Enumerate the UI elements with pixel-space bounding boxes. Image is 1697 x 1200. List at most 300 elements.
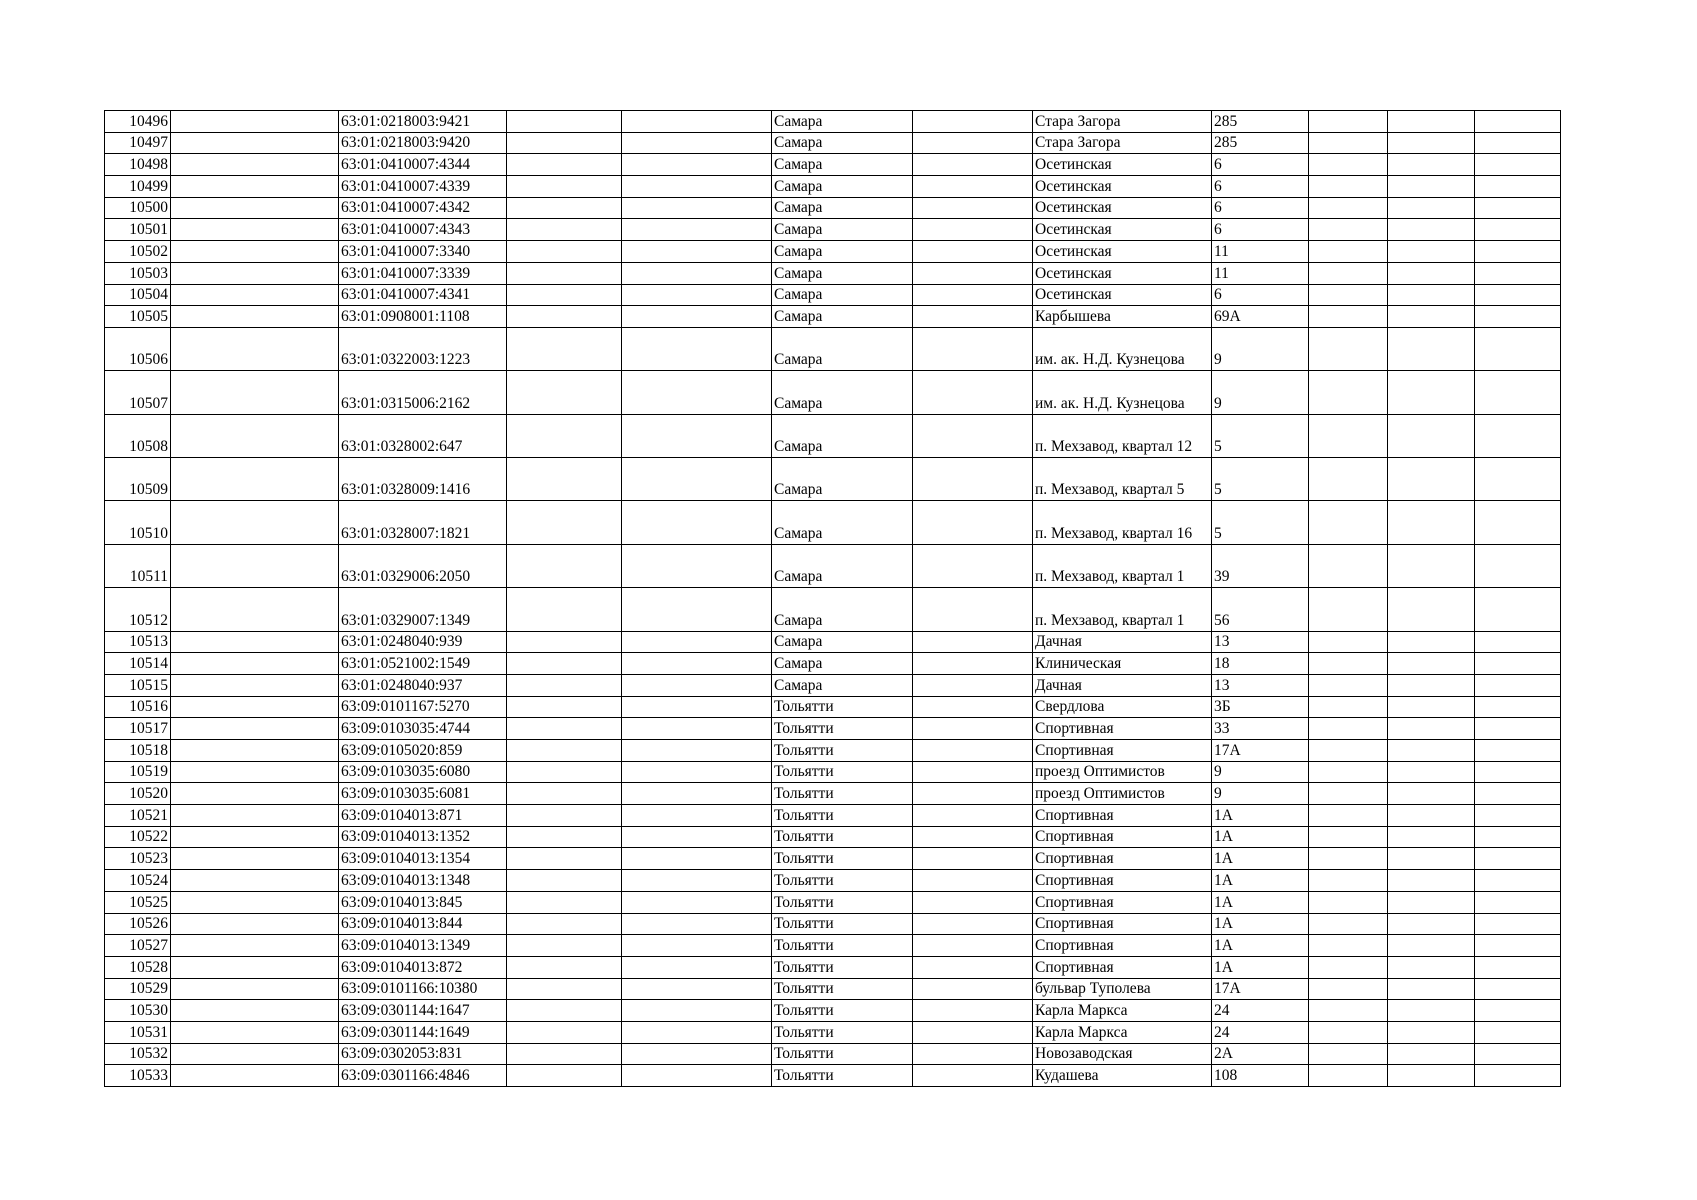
empty-cell <box>1475 588 1561 631</box>
street-cell: проезд Оптимистов <box>1033 783 1212 805</box>
table-row <box>105 718 1561 740</box>
city-cell: Самара <box>772 631 913 653</box>
empty-cell <box>1388 805 1475 827</box>
empty-cell <box>507 805 622 827</box>
city-cell: Самара <box>772 111 913 133</box>
empty-cell <box>622 978 772 1000</box>
row-number-cell: 10511 <box>105 544 171 587</box>
empty-cell <box>622 544 772 587</box>
empty-cell <box>1309 848 1388 870</box>
empty-cell <box>913 414 1033 457</box>
table-row <box>105 783 1561 805</box>
empty-cell <box>171 913 339 935</box>
empty-cell <box>622 783 772 805</box>
cadastral-number-cell: 63:09:0103035:4744 <box>339 718 507 740</box>
city-cell: Самара <box>772 154 913 176</box>
cadastral-number-cell: 63:01:0248040:937 <box>339 674 507 696</box>
city-cell: Тольятти <box>772 1000 913 1022</box>
row-number-cell: 10500 <box>105 197 171 219</box>
empty-cell <box>1388 740 1475 762</box>
street-cell: Стара Загора <box>1033 132 1212 154</box>
empty-cell <box>1388 935 1475 957</box>
empty-cell <box>622 1043 772 1065</box>
house-number-cell: 6 <box>1212 219 1309 241</box>
street-cell: Осетинская <box>1033 154 1212 176</box>
cadastral-number-cell: 63:09:0104013:872 <box>339 956 507 978</box>
empty-cell <box>171 674 339 696</box>
empty-cell <box>622 848 772 870</box>
street-cell: п. Мехзавод, квартал 1 <box>1033 588 1212 631</box>
empty-cell <box>1388 111 1475 133</box>
street-cell: им. ак. Н.Д. Кузнецова <box>1033 327 1212 370</box>
empty-cell <box>1475 631 1561 653</box>
table-row <box>105 176 1561 198</box>
empty-cell <box>1475 132 1561 154</box>
empty-cell <box>913 241 1033 263</box>
empty-cell <box>171 1000 339 1022</box>
empty-cell <box>171 935 339 957</box>
empty-cell <box>1388 891 1475 913</box>
city-cell: Тольятти <box>772 1043 913 1065</box>
table-row <box>105 1000 1561 1022</box>
row-number-cell: 10519 <box>105 761 171 783</box>
row-number-cell: 10499 <box>105 176 171 198</box>
city-cell: Тольятти <box>772 1065 913 1087</box>
empty-cell <box>1475 458 1561 501</box>
house-number-cell: 6 <box>1212 176 1309 198</box>
row-number-cell: 10513 <box>105 631 171 653</box>
empty-cell <box>622 154 772 176</box>
empty-cell <box>622 219 772 241</box>
row-number-cell: 10518 <box>105 740 171 762</box>
empty-cell <box>622 176 772 198</box>
street-cell: Спортивная <box>1033 870 1212 892</box>
empty-cell <box>507 154 622 176</box>
row-number-cell: 10524 <box>105 870 171 892</box>
empty-cell <box>1309 371 1388 414</box>
street-cell: Спортивная <box>1033 891 1212 913</box>
empty-cell <box>1475 740 1561 762</box>
street-cell: Дачная <box>1033 631 1212 653</box>
empty-cell <box>507 327 622 370</box>
house-number-cell: 6 <box>1212 154 1309 176</box>
street-cell: п. Мехзавод, квартал 12 <box>1033 414 1212 457</box>
city-cell: Самара <box>772 414 913 457</box>
cadastral-number-cell: 63:01:0521002:1549 <box>339 653 507 675</box>
row-number-cell: 10520 <box>105 783 171 805</box>
cadastral-number-cell: 63:09:0101166:10380 <box>339 978 507 1000</box>
city-cell: Самара <box>772 458 913 501</box>
empty-cell <box>507 262 622 284</box>
house-number-cell: 17А <box>1212 978 1309 1000</box>
cadastral-number-cell: 63:09:0104013:1348 <box>339 870 507 892</box>
empty-cell <box>507 870 622 892</box>
empty-cell <box>171 631 339 653</box>
table-row <box>105 132 1561 154</box>
empty-cell <box>1309 262 1388 284</box>
row-number-cell: 10517 <box>105 718 171 740</box>
empty-cell <box>1475 913 1561 935</box>
street-cell: п. Мехзавод, квартал 5 <box>1033 458 1212 501</box>
city-cell: Тольятти <box>772 870 913 892</box>
city-cell: Самара <box>772 197 913 219</box>
street-cell: бульвар Туполева <box>1033 978 1212 1000</box>
empty-cell <box>622 674 772 696</box>
city-cell: Самара <box>772 544 913 587</box>
cadastral-number-cell: 63:01:0328009:1416 <box>339 458 507 501</box>
street-cell: Карла Маркса <box>1033 1021 1212 1043</box>
empty-cell <box>1388 978 1475 1000</box>
house-number-cell: 6 <box>1212 197 1309 219</box>
empty-cell <box>622 696 772 718</box>
row-number-cell: 10523 <box>105 848 171 870</box>
cadastral-number-cell: 63:01:0248040:939 <box>339 631 507 653</box>
empty-cell <box>171 588 339 631</box>
street-cell: Спортивная <box>1033 805 1212 827</box>
empty-cell <box>1388 371 1475 414</box>
empty-cell <box>1475 154 1561 176</box>
empty-cell <box>913 913 1033 935</box>
empty-cell <box>622 458 772 501</box>
row-number-cell: 10527 <box>105 935 171 957</box>
table-row <box>105 935 1561 957</box>
empty-cell <box>1388 219 1475 241</box>
empty-cell <box>622 956 772 978</box>
empty-cell <box>1475 653 1561 675</box>
row-number-cell: 10512 <box>105 588 171 631</box>
empty-cell <box>171 870 339 892</box>
empty-cell <box>507 176 622 198</box>
empty-cell <box>1388 241 1475 263</box>
street-cell: Клиническая <box>1033 653 1212 675</box>
empty-cell <box>913 805 1033 827</box>
empty-cell <box>913 631 1033 653</box>
cadastral-number-cell: 63:01:0218003:9420 <box>339 132 507 154</box>
empty-cell <box>622 1000 772 1022</box>
empty-cell <box>622 501 772 544</box>
empty-cell <box>1388 761 1475 783</box>
row-number-cell: 10525 <box>105 891 171 913</box>
table-row <box>105 891 1561 913</box>
row-number-cell: 10533 <box>105 1065 171 1087</box>
cadastral-number-cell: 63:01:0218003:9421 <box>339 111 507 133</box>
empty-cell <box>1309 544 1388 587</box>
street-cell: Свердлова <box>1033 696 1212 718</box>
row-number-cell: 10506 <box>105 327 171 370</box>
empty-cell <box>1475 674 1561 696</box>
empty-cell <box>1388 1000 1475 1022</box>
empty-cell <box>913 783 1033 805</box>
empty-cell <box>1309 718 1388 740</box>
city-cell: Тольятти <box>772 913 913 935</box>
street-cell: Осетинская <box>1033 176 1212 198</box>
empty-cell <box>913 891 1033 913</box>
empty-cell <box>622 653 772 675</box>
row-number-cell: 10510 <box>105 501 171 544</box>
empty-cell <box>913 978 1033 1000</box>
empty-cell <box>1475 1000 1561 1022</box>
city-cell: Тольятти <box>772 696 913 718</box>
table-row <box>105 154 1561 176</box>
street-cell: Осетинская <box>1033 241 1212 263</box>
empty-cell <box>171 176 339 198</box>
cadastral-number-cell: 63:01:0329006:2050 <box>339 544 507 587</box>
empty-cell <box>1309 913 1388 935</box>
empty-cell <box>622 631 772 653</box>
city-cell: Тольятти <box>772 1021 913 1043</box>
empty-cell <box>171 1065 339 1087</box>
street-cell: Спортивная <box>1033 935 1212 957</box>
house-number-cell: 24 <box>1212 1021 1309 1043</box>
empty-cell <box>1475 956 1561 978</box>
empty-cell <box>1475 718 1561 740</box>
cadastral-number-cell: 63:01:0322003:1223 <box>339 327 507 370</box>
table-row <box>105 913 1561 935</box>
cadastral-number-cell: 63:09:0104013:1349 <box>339 935 507 957</box>
empty-cell <box>913 219 1033 241</box>
empty-cell <box>171 696 339 718</box>
empty-cell <box>913 544 1033 587</box>
house-number-cell: 33 <box>1212 718 1309 740</box>
empty-cell <box>622 718 772 740</box>
empty-cell <box>1388 1065 1475 1087</box>
empty-cell <box>171 458 339 501</box>
empty-cell <box>171 544 339 587</box>
empty-cell <box>507 848 622 870</box>
empty-cell <box>1388 414 1475 457</box>
empty-cell <box>171 327 339 370</box>
empty-cell <box>507 458 622 501</box>
empty-cell <box>1475 761 1561 783</box>
house-number-cell: 24 <box>1212 1000 1309 1022</box>
empty-cell <box>507 1043 622 1065</box>
city-cell: Самара <box>772 262 913 284</box>
row-number-cell: 10509 <box>105 458 171 501</box>
empty-cell <box>171 1021 339 1043</box>
empty-cell <box>507 740 622 762</box>
house-number-cell: 11 <box>1212 262 1309 284</box>
city-cell: Самара <box>772 176 913 198</box>
empty-cell <box>1475 501 1561 544</box>
empty-cell <box>171 219 339 241</box>
cadastral-number-cell: 63:09:0104013:845 <box>339 891 507 913</box>
empty-cell <box>913 197 1033 219</box>
table-row <box>105 501 1561 544</box>
cadastral-number-cell: 63:01:0410007:4342 <box>339 197 507 219</box>
street-cell: Карла Маркса <box>1033 1000 1212 1022</box>
house-number-cell: 3Б <box>1212 696 1309 718</box>
empty-cell <box>171 718 339 740</box>
empty-cell <box>1475 870 1561 892</box>
empty-cell <box>913 674 1033 696</box>
empty-cell <box>1309 978 1388 1000</box>
city-cell: Тольятти <box>772 956 913 978</box>
empty-cell <box>1388 1021 1475 1043</box>
empty-cell <box>1309 241 1388 263</box>
empty-cell <box>507 956 622 978</box>
empty-cell <box>913 1021 1033 1043</box>
empty-cell <box>913 306 1033 328</box>
empty-cell <box>1309 219 1388 241</box>
table-row <box>105 653 1561 675</box>
empty-cell <box>622 1021 772 1043</box>
empty-cell <box>1309 284 1388 306</box>
empty-cell <box>1388 588 1475 631</box>
empty-cell <box>913 111 1033 133</box>
row-number-cell: 10529 <box>105 978 171 1000</box>
empty-cell <box>1388 1043 1475 1065</box>
empty-cell <box>1388 674 1475 696</box>
empty-cell <box>1309 805 1388 827</box>
empty-cell <box>1309 783 1388 805</box>
empty-cell <box>1475 219 1561 241</box>
empty-cell <box>1309 826 1388 848</box>
city-cell: Тольятти <box>772 848 913 870</box>
empty-cell <box>1388 262 1475 284</box>
house-number-cell: 11 <box>1212 241 1309 263</box>
empty-cell <box>622 197 772 219</box>
empty-cell <box>507 241 622 263</box>
house-number-cell: 69А <box>1212 306 1309 328</box>
empty-cell <box>1388 501 1475 544</box>
city-cell: Самара <box>772 327 913 370</box>
empty-cell <box>1309 653 1388 675</box>
empty-cell <box>1309 740 1388 762</box>
row-number-cell: 10528 <box>105 956 171 978</box>
empty-cell <box>1475 696 1561 718</box>
empty-cell <box>1309 935 1388 957</box>
empty-cell <box>507 826 622 848</box>
street-cell: Дачная <box>1033 674 1212 696</box>
table-row <box>105 262 1561 284</box>
empty-cell <box>913 870 1033 892</box>
empty-cell <box>1388 132 1475 154</box>
empty-cell <box>1309 414 1388 457</box>
empty-cell <box>1388 306 1475 328</box>
street-cell: им. ак. Н.Д. Кузнецова <box>1033 371 1212 414</box>
street-cell: Осетинская <box>1033 219 1212 241</box>
empty-cell <box>1388 783 1475 805</box>
cadastral-number-cell: 63:09:0104013:1354 <box>339 848 507 870</box>
empty-cell <box>1309 327 1388 370</box>
house-number-cell: 13 <box>1212 631 1309 653</box>
cadastral-number-cell: 63:01:0410007:3340 <box>339 241 507 263</box>
cadastral-number-cell: 63:01:0328002:647 <box>339 414 507 457</box>
empty-cell <box>507 501 622 544</box>
empty-cell <box>913 284 1033 306</box>
house-number-cell: 9 <box>1212 327 1309 370</box>
empty-cell <box>171 111 339 133</box>
empty-cell <box>1388 458 1475 501</box>
cadastral-number-cell: 63:01:0410007:3339 <box>339 262 507 284</box>
empty-cell <box>507 718 622 740</box>
house-number-cell: 9 <box>1212 783 1309 805</box>
empty-cell <box>913 935 1033 957</box>
city-cell: Тольятти <box>772 761 913 783</box>
empty-cell <box>1475 848 1561 870</box>
empty-cell <box>622 241 772 263</box>
empty-cell <box>171 1043 339 1065</box>
row-number-cell: 10504 <box>105 284 171 306</box>
cadastral-number-cell: 63:01:0329007:1349 <box>339 588 507 631</box>
empty-cell <box>1388 848 1475 870</box>
empty-cell <box>622 913 772 935</box>
empty-cell <box>913 653 1033 675</box>
empty-cell <box>913 696 1033 718</box>
empty-cell <box>1475 1065 1561 1087</box>
empty-cell <box>507 111 622 133</box>
street-cell: п. Мехзавод, квартал 1 <box>1033 544 1212 587</box>
empty-cell <box>1309 111 1388 133</box>
empty-cell <box>1475 826 1561 848</box>
table-row <box>105 631 1561 653</box>
empty-cell <box>171 740 339 762</box>
street-cell: п. Мехзавод, квартал 16 <box>1033 501 1212 544</box>
cadastral-number-cell: 63:01:0410007:4341 <box>339 284 507 306</box>
empty-cell <box>913 327 1033 370</box>
street-cell: Осетинская <box>1033 197 1212 219</box>
city-cell: Самара <box>772 371 913 414</box>
city-cell: Самара <box>772 241 913 263</box>
empty-cell <box>1475 284 1561 306</box>
row-number-cell: 10503 <box>105 262 171 284</box>
empty-cell <box>622 935 772 957</box>
table-row <box>105 111 1561 133</box>
empty-cell <box>1388 284 1475 306</box>
city-cell: Самара <box>772 284 913 306</box>
empty-cell <box>507 935 622 957</box>
table-row <box>105 1021 1561 1043</box>
house-number-cell: 1А <box>1212 826 1309 848</box>
cadastral-number-cell: 63:09:0302053:831 <box>339 1043 507 1065</box>
row-number-cell: 10516 <box>105 696 171 718</box>
empty-cell <box>171 848 339 870</box>
table-row <box>105 197 1561 219</box>
empty-cell <box>507 132 622 154</box>
cadastral-number-cell: 63:09:0301144:1649 <box>339 1021 507 1043</box>
empty-cell <box>1475 262 1561 284</box>
city-cell: Тольятти <box>772 740 913 762</box>
cadastral-number-cell: 63:09:0104013:871 <box>339 805 507 827</box>
cadastral-number-cell: 63:01:0315006:2162 <box>339 371 507 414</box>
empty-cell <box>1475 197 1561 219</box>
street-cell: Спортивная <box>1033 848 1212 870</box>
city-cell: Тольятти <box>772 805 913 827</box>
empty-cell <box>1475 176 1561 198</box>
row-number-cell: 10521 <box>105 805 171 827</box>
empty-cell <box>622 891 772 913</box>
house-number-cell: 1А <box>1212 935 1309 957</box>
empty-cell <box>171 826 339 848</box>
house-number-cell: 1А <box>1212 956 1309 978</box>
empty-cell <box>1309 891 1388 913</box>
empty-cell <box>171 956 339 978</box>
row-number-cell: 10515 <box>105 674 171 696</box>
empty-cell <box>171 653 339 675</box>
row-number-cell: 10526 <box>105 913 171 935</box>
empty-cell <box>507 371 622 414</box>
empty-cell <box>913 588 1033 631</box>
table-row <box>105 674 1561 696</box>
row-number-cell: 10507 <box>105 371 171 414</box>
empty-cell <box>1475 306 1561 328</box>
empty-cell <box>1309 306 1388 328</box>
empty-cell <box>171 262 339 284</box>
empty-cell <box>1309 588 1388 631</box>
table-row <box>105 761 1561 783</box>
table-row <box>105 740 1561 762</box>
empty-cell <box>507 978 622 1000</box>
